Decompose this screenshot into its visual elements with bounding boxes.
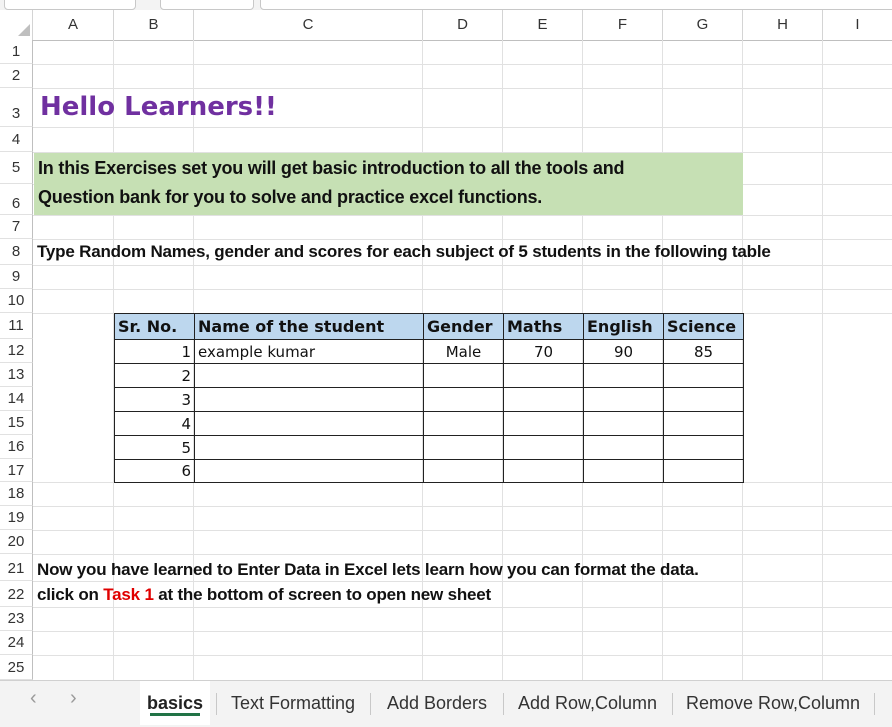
row-header-19[interactable]: 19 <box>0 506 33 530</box>
column-header-a[interactable]: A <box>33 10 114 40</box>
cell-maths[interactable] <box>504 460 584 483</box>
gridline <box>33 239 892 240</box>
column-header-h[interactable]: H <box>743 10 823 40</box>
row-header-24[interactable]: 24 <box>0 631 33 655</box>
cell-gender[interactable] <box>424 436 504 460</box>
row-header-1[interactable]: 1 <box>0 40 33 64</box>
cell-science[interactable] <box>664 364 744 388</box>
gridline <box>33 607 892 608</box>
row-header-16[interactable]: 16 <box>0 435 33 459</box>
cell-maths[interactable] <box>504 436 584 460</box>
table-row <box>115 460 744 483</box>
formula-input[interactable] <box>260 0 892 10</box>
column-header-i[interactable]: I <box>855 16 860 33</box>
instruction-text: Type Random Names, gender and scores for each subject of 5 students in the following table <box>37 242 771 261</box>
cell-science[interactable]: 85 <box>664 340 744 364</box>
footer-line-2-prefix: click on <box>37 585 99 604</box>
tab-divider <box>216 693 217 715</box>
cell-english[interactable] <box>584 436 664 460</box>
row-header-22[interactable]: 22 <box>0 581 33 607</box>
cell-sr-no[interactable]: 5 <box>115 436 195 460</box>
students-table <box>114 313 744 483</box>
cell-science[interactable] <box>664 412 744 436</box>
row-header-25[interactable]: 25 <box>0 655 33 680</box>
cell-sr-no[interactable]: 6 <box>115 460 195 483</box>
column-header-e[interactable]: E <box>503 10 583 40</box>
cell-english[interactable]: 90 <box>584 340 664 364</box>
header-gender[interactable]: Gender <box>424 314 504 340</box>
footer-line-1: Now you have learned to Enter Data in Excel lets learn how you can format the data. <box>37 560 699 579</box>
sheet-tab-bar <box>0 680 892 727</box>
gridline <box>822 40 823 680</box>
tab-add-row-column[interactable]: Add Row,Column <box>517 693 658 713</box>
row-header-18[interactable]: 18 <box>0 482 33 506</box>
footer-line-2 <box>37 585 491 605</box>
cell-gender[interactable] <box>424 388 504 412</box>
row-header-15[interactable]: 15 <box>0 411 33 435</box>
cell-name[interactable] <box>195 436 424 460</box>
row-header-13[interactable]: 13 <box>0 363 33 387</box>
cell-gender[interactable] <box>424 460 504 483</box>
row-header-7[interactable]: 7 <box>0 215 33 239</box>
header-sr-no[interactable]: Sr. No. <box>115 314 195 340</box>
table-row <box>115 412 744 436</box>
cell-name[interactable] <box>195 460 424 483</box>
gridline <box>33 655 892 656</box>
name-box[interactable] <box>4 0 136 10</box>
table-header-row <box>115 314 744 340</box>
column-header-c[interactable]: C <box>194 10 423 40</box>
cell-maths[interactable]: 70 <box>504 340 584 364</box>
row-header-17[interactable]: 17 <box>0 459 33 482</box>
table-row <box>115 436 744 460</box>
row-header-11[interactable]: 11 <box>0 313 33 339</box>
table-row <box>115 388 744 412</box>
row-header-5[interactable]: 5 <box>0 152 33 184</box>
gridline <box>33 581 892 582</box>
tab-remove-row-column[interactable]: Remove Row,Column <box>685 693 861 713</box>
row-header-9[interactable]: 9 <box>0 265 33 289</box>
task-1-link[interactable]: Task 1 <box>103 585 154 604</box>
tab-divider <box>874 693 875 715</box>
cell-name[interactable]: example kumar <box>195 340 424 364</box>
cell-maths[interactable] <box>504 412 584 436</box>
column-header-g[interactable]: G <box>663 10 743 40</box>
chevron-left-icon[interactable]: ‹ <box>30 687 37 709</box>
gridline <box>33 554 892 555</box>
row-header-10[interactable]: 10 <box>0 289 33 313</box>
column-header-d[interactable]: D <box>423 10 503 40</box>
gridline <box>33 289 892 290</box>
header-maths[interactable]: Maths <box>504 314 584 340</box>
cell-sr-no[interactable]: 2 <box>115 364 195 388</box>
row-header-20[interactable]: 20 <box>0 530 33 554</box>
cell-english[interactable] <box>584 460 664 483</box>
cell-maths[interactable] <box>504 364 584 388</box>
gridline <box>33 265 892 266</box>
column-header-b[interactable]: B <box>114 10 194 40</box>
intro-line-2: Question bank for you to solve and practice excel functions. <box>38 187 543 207</box>
tab-add-borders[interactable]: Add Borders <box>386 693 488 713</box>
row-header-21[interactable]: 21 <box>0 554 33 581</box>
cell-name[interactable] <box>195 388 424 412</box>
tab-divider <box>503 693 504 715</box>
cell-gender[interactable]: Male <box>424 340 504 364</box>
cell-english[interactable] <box>584 388 664 412</box>
gridline <box>33 215 892 216</box>
header-english[interactable]: English <box>584 314 664 340</box>
row-header-2[interactable]: 2 <box>0 64 33 88</box>
formula-bar <box>0 0 892 10</box>
header-name[interactable]: Name of the student <box>195 314 424 340</box>
column-header-f[interactable]: F <box>583 10 663 40</box>
tab-text-formatting[interactable]: Text Formatting <box>230 693 356 713</box>
cell-sr-no[interactable]: 4 <box>115 412 195 436</box>
gridline <box>33 88 892 89</box>
table-row <box>115 364 744 388</box>
row-header-4[interactable]: 4 <box>0 127 33 152</box>
cell-science[interactable] <box>664 460 744 483</box>
fx-controls[interactable] <box>160 0 254 10</box>
intro-line-1: In this Exercises set you will get basic introduction to all the tools and <box>38 158 625 178</box>
cell-gender[interactable] <box>424 412 504 436</box>
active-tab-indicator <box>150 713 200 716</box>
column-header-bar <box>0 10 892 41</box>
cell-sr-no[interactable]: 1 <box>115 340 195 364</box>
gridline <box>33 506 892 507</box>
tab-divider <box>370 693 371 715</box>
tab-basics[interactable]: basics <box>140 681 210 725</box>
cell-name[interactable] <box>195 412 424 436</box>
row-header-3[interactable]: 3 <box>0 88 33 127</box>
cell-english[interactable] <box>584 412 664 436</box>
table-row <box>115 340 744 364</box>
cell-science[interactable] <box>664 436 744 460</box>
cell-english[interactable] <box>584 364 664 388</box>
row-header-8[interactable]: 8 <box>0 239 33 265</box>
cell-sr-no[interactable]: 3 <box>115 388 195 412</box>
gridline <box>33 530 892 531</box>
cell-science[interactable] <box>664 388 744 412</box>
select-all-icon <box>18 24 30 36</box>
cell-maths[interactable] <box>504 388 584 412</box>
footer-line-2-suffix: at the bottom of screen to open new sheet <box>158 585 492 604</box>
gridline <box>33 127 892 128</box>
header-science[interactable]: Science <box>664 314 744 340</box>
row-header-14[interactable]: 14 <box>0 387 33 411</box>
row-header-12[interactable]: 12 <box>0 339 33 363</box>
chevron-right-icon[interactable]: › <box>70 687 77 709</box>
row-header-6[interactable]: 6 <box>0 184 33 215</box>
cell-gender[interactable] <box>424 364 504 388</box>
sheet-title: Hello Learners!! <box>40 92 277 122</box>
gridline <box>33 64 892 65</box>
cell-name[interactable] <box>195 364 424 388</box>
row-header-23[interactable]: 23 <box>0 607 33 631</box>
tab-divider <box>672 693 673 715</box>
gridline <box>33 631 892 632</box>
